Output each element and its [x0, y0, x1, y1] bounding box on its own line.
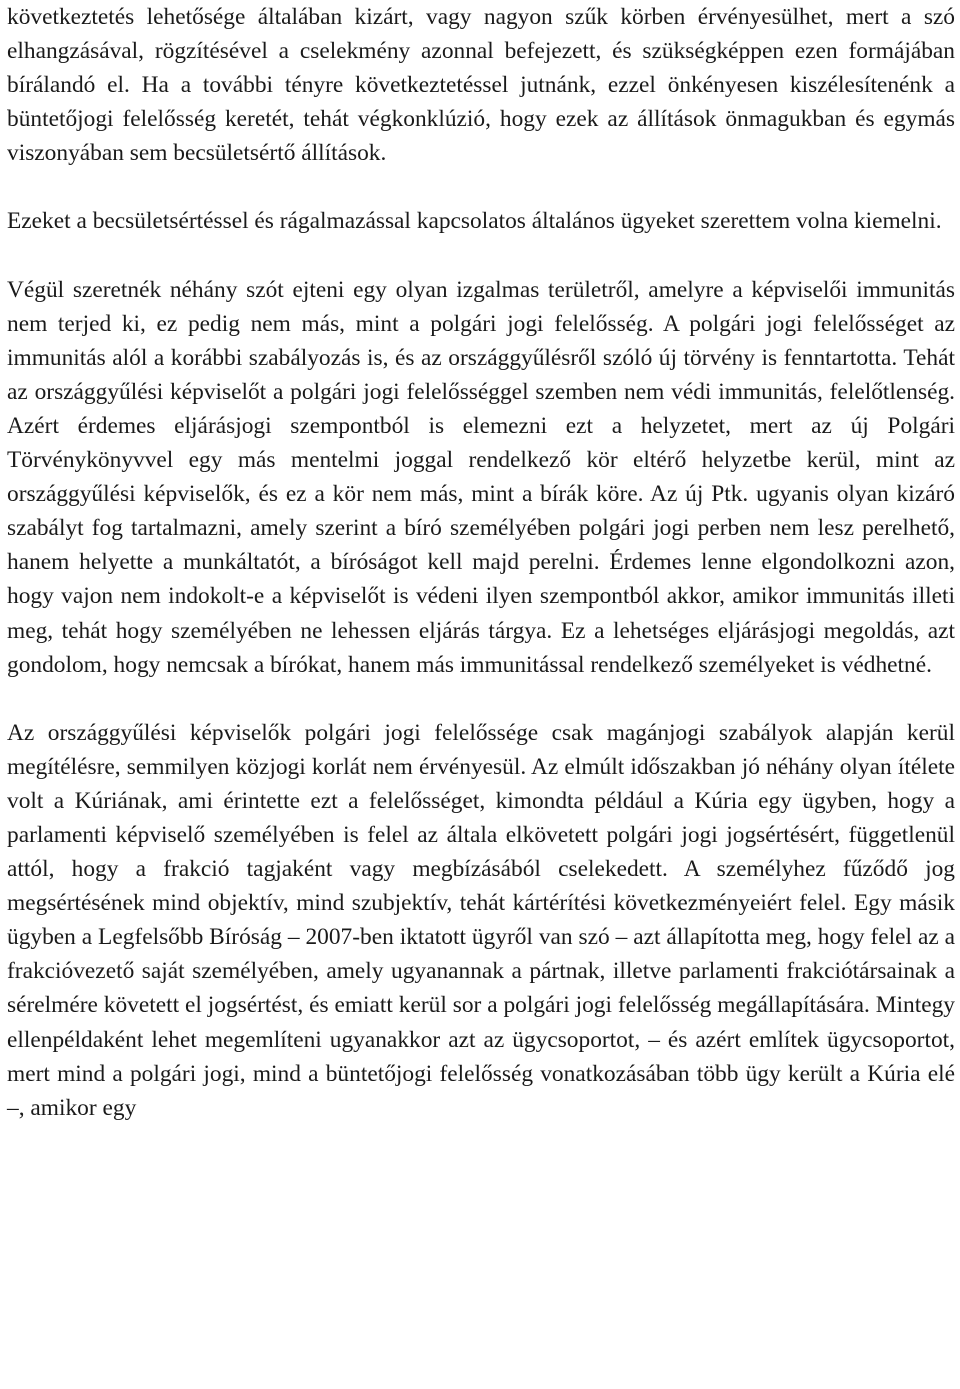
paragraph-conclusion: következtetés lehetősége általában kizárt, vagy nagyon szűk körben érvényesülhet, mert a szó elhangzásával, rögzítésével a cselekmény azonnal befejezett, és szükségképpen ezen formájában bírálandó el. Ha a további tényre következtetéssel jutnánk, ezzel önkényesen kiszélesítenénk a büntetőjogi felelősség keretét, tehát végkonklúzió, hogy ezek az állítások önmagukban és egymás viszonyában sem becsületsértő állítások.: [7, 4, 955, 167]
paragraph-curia-cases: Az országgyűlési képviselők polgári jogi felelőssége csak magánjogi szabályok alapján kerül megítélésre, semmilyen közjogi korlát nem érvényesül. Az elmúlt időszakban jó néhány olyan ítélete volt a Kúriának, ami érintette ezt a felelősséget, kimondta például a Kúria egy ügyben, hogy a parlamenti képviselő személyében is felel az általa elkövetett polgári jogi jogsértésért, függetlenül attól, hogy a frakció tagjaként vagy megbízásából cselekedett. A személyhez fűződő jog megsértésének mind objektív, mind szubjektív, tehát kártérítési következményeiért felel. Egy másik ügyben a Legfelsőbb Bíróság – 2007-ben iktatott ügyről van szó – azt állapította meg, hogy felel az a frakcióvezető saját személyében, amely ugyanannak a pártnak, illetve parlamenti frakciótársainak a sérelmére követett el jogsértést, és emiatt kerül sor a polgári jogi felelősség megállapítására. Mintegy ellenpéldaként lehet megemlíteni ugyanakkor azt az ügycsoportot, – és azért említek ügycsoportot, mert mind a polgári jogi, mind a büntetőjogi felelősség vonatkozásában több ügy került a Kúria elé –, amikor egy: [7, 719, 955, 1121]
paragraph-civil-liability: Végül szeretnék néhány szót ejteni egy olyan izgalmas területről, amelyre a képviselői immunitás nem terjed ki, ez pedig nem más, mint a polgári jogi felelősség. A polgári jogi felelősséget az immunitás alól a korábbi szabályozás is, és az országgyűlésről szóló új törvény is fenntartotta. Tehát az országgyűlési képviselőt a polgári jogi felelősséggel szemben nem védi immunitás, felelőtlenség. Azért érdemes eljárásjogi szempontból is elemezni ezt a helyzetet, mert az új Polgári Törvénykönyvvel egy más mentelmi joggal rendelkező kör eltérő helyzetbe kerül, mint az országgyűlési képviselők, és ez a kör nem más, mint a bírák köre. Az új Ptk. ugyanis olyan kizáró szabályt fog tartalmazni, amely szerint a bíró személyében polgári jogi perben nem lesz perelhető, hanem helyette a munkáltatót, a bíróságot kell majd perelni. Érdemes lenne elgondolkozni azon, hogy vajon nem indokolt-e a képviselőt is védeni ilyen szempontból akkor, amikor immunitás illeti meg, tehát hogy személyében ne lehessen eljárás tárgya. Ez a lehetséges eljárásjogi megoldás, azt gondolom, hogy nemcsak a bírókat, hanem más immunitással rendelkező személyeket is védhetné.: [7, 276, 955, 678]
document-page: [7, 0, 955, 1125]
paragraph-summary: Ezeket a becsületsértéssel és rágalmazással kapcsolatos általános ügyeket szerettem volna kiemelni.: [7, 208, 942, 235]
